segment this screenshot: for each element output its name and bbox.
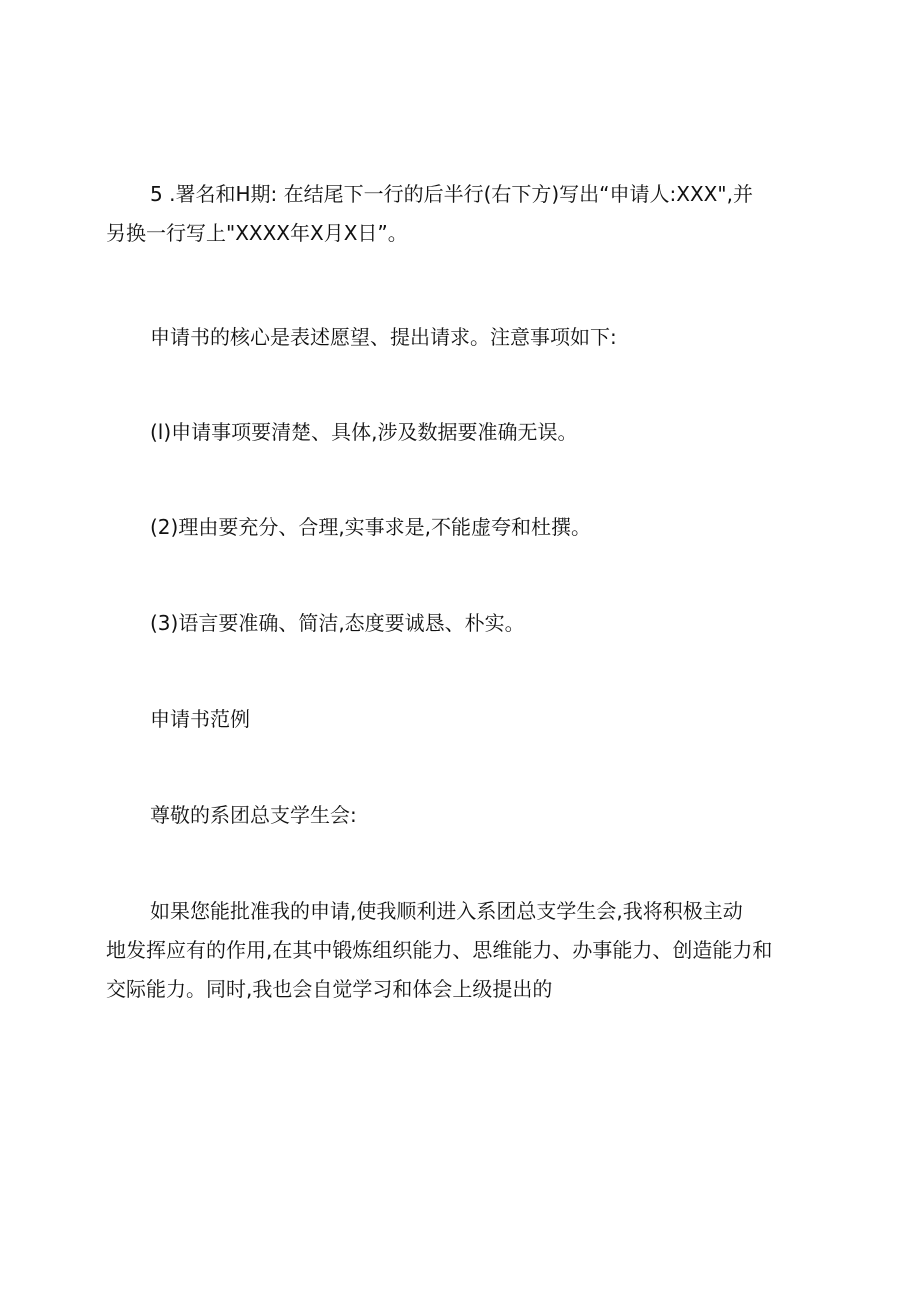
paragraph-signature-date bbox=[106, 175, 826, 253]
letter-salutation: 尊敬的系团总支学生会: bbox=[150, 803, 357, 827]
paragraph-line: 另换一行写上"XXXX年X月X日”。 bbox=[106, 221, 408, 245]
paragraph-item-3: (3)语言要准确、简洁,态度要诚恳、朴实。 bbox=[150, 611, 525, 635]
paragraph-item-1: (l)申请事项要清楚、具体,涉及数据要准确无误。 bbox=[150, 420, 578, 444]
paragraph-line: 5 .署名和H期: 在结尾下一行的后半行(右下方)写出“申请人:XXX",并 bbox=[150, 182, 753, 206]
paragraph-line: 交际能力。同时,我也会自觉学习和体会上级提出的 bbox=[106, 977, 553, 1001]
paragraph-core-note: 申请书的核心是表述愿望、提出请求。注意事项如下: bbox=[150, 325, 617, 349]
paragraph-item-2: (2)理由要充分、合理,实事求是,不能虚夸和杜撰。 bbox=[150, 515, 592, 539]
section-heading-example: 申请书范例 bbox=[150, 707, 250, 731]
paragraph-line: 如果您能批准我的申请,使我顺利进入系团总支学生会,我将积极主动 bbox=[150, 899, 743, 923]
paragraph-line: 地发挥应有的作用,在其中锻炼组织能力、思维能力、办事能力、创造能力和 bbox=[106, 938, 773, 962]
letter-body-paragraph bbox=[106, 892, 826, 1009]
